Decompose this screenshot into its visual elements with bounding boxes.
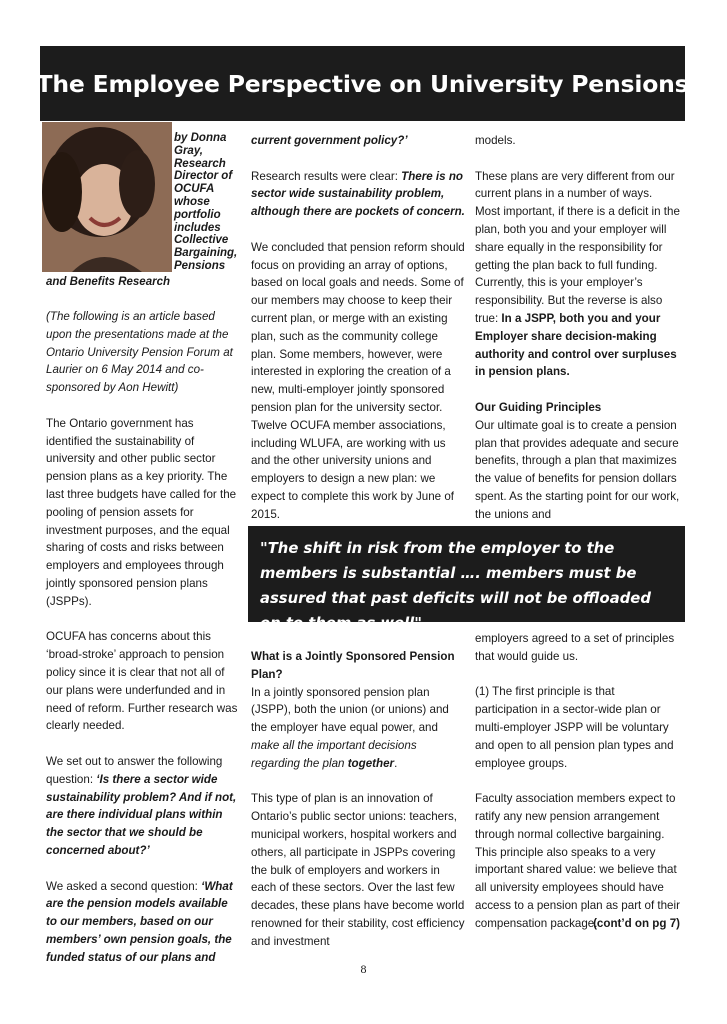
article-title: The Employee Perspective on University Pensions [36,69,689,98]
byline-continued: and Benefits Research [46,276,170,288]
paragraph: (1) The first principle is that participation in a sector-wide plan or multi-employer JSPP will be voluntary and open to all pension plan types and employee groups. [475,685,674,770]
paragraph: Our ultimate goal is to create a pension plan that provides adequate and secure benefits, through a plan that maximizes the value of benefits for pension dollars spent. As the starting point for our work, the unions and [475,418,680,521]
text-run: . [394,756,398,770]
text-run: We asked a second question: [46,879,202,893]
pull-quote [248,526,685,632]
paragraph: models. [475,134,516,147]
byline [174,132,238,273]
text-run: Research results were clear: [251,169,402,183]
column-3-top [475,132,680,524]
byline-line: Research [174,157,226,170]
paragraph: We concluded that pension reform should focus on providing an array of options, based on local goals and needs. Some of our members may choose to keep their current plan, or merge with an existing plan, such as the community college plan. Some members, however, were interested in exploring the creation of a new, multi-employer jointly sponsored pension plan for the university sector. Twelve OCUFA member associations, including WLUFA, are working with us and the other university unions and employers to design a new plan: we expect to complete this work by June of 2015. [251,240,465,521]
emphasis-statement: In a JSPP, both you and your Employer share decision-making authority and control over surpluses in pension plans. [475,311,677,379]
paragraph: employers agreed to a set of principles that would guide us. [475,632,675,663]
paragraph: OCUFA has concerns about this ‘broad-stroke’ approach to pension policy since it is clear that not all of our plans were underfunded and in need of reform. Further research was clearly needed. [46,630,238,733]
paragraph: current government policy?’ [251,134,408,147]
paragraph: Faculty association members expect to ratify any new pension arrangement through normal collective bargaining. This principle also speaks to a very important shared value: we believe that all university employees should have access to a pension plan as part of their compensation package. [475,792,680,930]
text-run: In a jointly sponsored pension plan (JSPP), both the union (or unions) and the employer have equal power, and [251,685,449,735]
intro-note: (The following is an article based upon the presentations made at the Ontario University Pension Forum at Laurier on 6 May 2014 and co-sponsored by Aon Hewitt) [46,310,233,395]
pull-quote-text: "The shift in risk from the employer to the members is substantial …. members must be assured that past deficits will not be offloaded on to them as well" [260,540,651,632]
section-heading: What is a Jointly Sponsored Pension Plan? [251,650,455,681]
article-page [36,46,689,966]
paragraph: This type of plan is an innovation of Ontario’s public sector unions: teachers, municipal workers, hospital workers and others, all participate in JSPPs covering the bulk of employers and workers in each of these sectors. Over the last few decades, these plans have become world renowned for their stability, cost efficiency and investment [251,792,465,948]
byline-line: by Donna [174,132,227,144]
byline-line: Pensions [174,259,226,272]
byline-line: portfolio [174,208,221,221]
emphasis-finding: There is no sector wide sustainability problem, although there are pockets of concern. [251,169,465,219]
author-photo [42,122,172,272]
column-2-top [251,132,466,524]
column-3-bottom [475,630,680,933]
paragraph: The Ontario government has identified the sustainability of university and other public sector pension plans as a key priority. The last three budgets have called for the pooling of pension assets for investment purposes, and the equal sharing of costs and risks between employers and employees through jointly sponsored pension plans (JSPPs). [46,416,237,608]
section-heading: Our Guiding Principles [475,400,602,414]
author-portrait-icon [42,122,172,272]
byline-line: OCUFA [174,183,215,196]
emphasis-text: together [347,756,395,770]
byline-line: Director of [174,170,233,183]
byline-line: Collective [174,234,229,247]
paragraph [46,878,238,967]
paragraph [251,168,466,221]
paragraph [46,753,238,860]
continued-note: (cont’d on pg 7) [593,916,680,930]
byline-line: includes [174,221,221,234]
paragraph [475,168,680,382]
emphasis-question: ‘What are the pension models available to our members, based on our members’ own pension goals, the funded status of our plans and [46,879,233,964]
page-number: 8 [360,962,367,976]
title-banner [36,46,689,121]
byline-line: Gray, [174,144,203,157]
text-run: These plans are very different from our current plans in a number of ways. Most important, if there is a deficit in the plan, both you and your employer will share equally in the responsibility for getting the plan back to full funding. Currently, this is your employer’s responsibility. But the reverse is also true: [475,169,680,325]
column-2-bottom [251,648,466,951]
emphasis-text: make all the important decisions regarding the plan [251,738,417,770]
byline-line: whose [174,195,210,208]
text-run: We set out to answer the following question: [46,754,223,786]
emphasis-question: ‘Is there a sector wide sustainability problem? And if not, are there individual plans within the sector that we should be concerned about?’ [46,772,237,857]
column-1 [46,308,238,966]
paragraph [251,684,466,773]
byline-line: Bargaining, [174,247,238,260]
